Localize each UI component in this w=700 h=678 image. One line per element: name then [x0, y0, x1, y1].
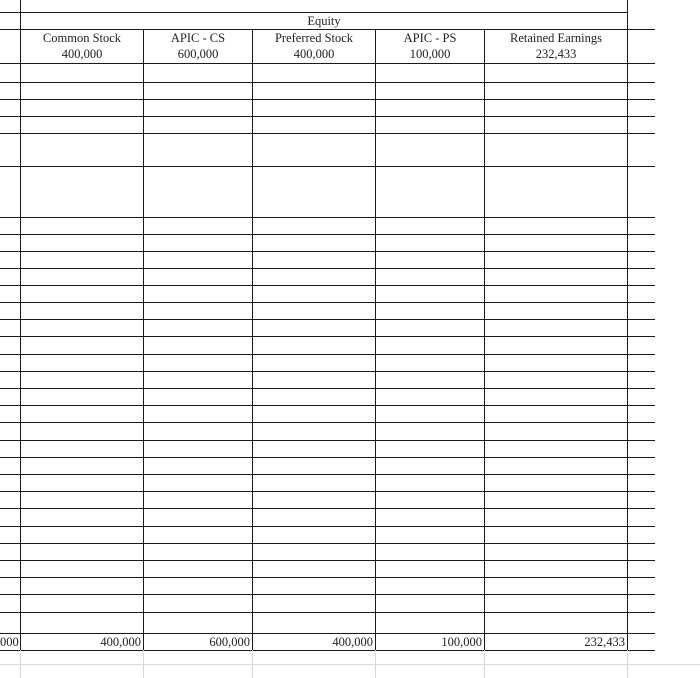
row-line: [0, 594, 655, 595]
row-line: [0, 251, 655, 252]
row-line: [0, 217, 655, 218]
row-line: [0, 474, 655, 475]
total-apic-cs: 600,000: [209, 635, 250, 649]
col-border: [627, 0, 628, 650]
row-line: [0, 99, 655, 100]
column-header-retained-earnings: Retained Earnings: [510, 31, 602, 45]
row-line: [0, 133, 655, 134]
col-border: [20, 0, 21, 650]
top-border: [0, 12, 627, 13]
col-border: [375, 29, 376, 650]
row-line: [0, 388, 655, 389]
col-border: [484, 29, 485, 650]
row-line: [0, 166, 655, 167]
header-divider: [0, 29, 655, 30]
section-title: Equity: [307, 14, 341, 28]
row-line: [0, 354, 655, 355]
gridline: [375, 650, 376, 678]
row-line: [0, 268, 655, 269]
opening-apic-ps: 100,000: [409, 47, 451, 61]
column-header-preferred-stock: Preferred Stock: [274, 31, 354, 45]
col-border: [143, 29, 144, 650]
row-line: [0, 371, 655, 372]
row-line: [0, 302, 655, 303]
row-line: [0, 612, 655, 613]
gridline: [0, 664, 700, 665]
row-line: [0, 526, 655, 527]
opening-apic-cs: 600,000: [177, 47, 219, 61]
gridline: [20, 650, 21, 678]
row-line: [0, 457, 655, 458]
total-partial-left: 000: [0, 635, 19, 649]
gridline: [252, 650, 253, 678]
col-border: [252, 29, 253, 650]
totals-bottom-border: [0, 650, 655, 651]
gridline: [484, 650, 485, 678]
row-line: [0, 543, 655, 544]
total-preferred-stock: 400,000: [332, 635, 373, 649]
totals-top-border: [0, 633, 655, 634]
row-line: [0, 116, 655, 117]
opening-common-stock: 400,000: [61, 47, 103, 61]
row-line: [0, 422, 655, 423]
total-retained-earnings: 232,433: [584, 635, 625, 649]
opening-retained-earnings: 232,433: [535, 47, 577, 61]
gridline: [627, 650, 628, 678]
row-line: [0, 560, 655, 561]
opening-preferred-stock: 400,000: [293, 47, 335, 61]
row-line: [0, 440, 655, 441]
row-line: [0, 508, 655, 509]
row-line: [0, 405, 655, 406]
row-line: [0, 82, 655, 83]
row-line: [0, 336, 655, 337]
column-header-common-stock: Common Stock: [42, 31, 122, 45]
row-line: [0, 319, 655, 320]
row-line: [0, 234, 655, 235]
gridline: [143, 650, 144, 678]
opening-row-border: [0, 63, 655, 64]
total-common-stock: 400,000: [100, 635, 141, 649]
row-line: [0, 285, 655, 286]
row-line: [0, 577, 655, 578]
row-line: [0, 491, 655, 492]
column-header-apic-cs: APIC - CS: [170, 31, 226, 45]
total-apic-ps: 100,000: [441, 635, 482, 649]
column-header-apic-ps: APIC - PS: [403, 31, 457, 45]
